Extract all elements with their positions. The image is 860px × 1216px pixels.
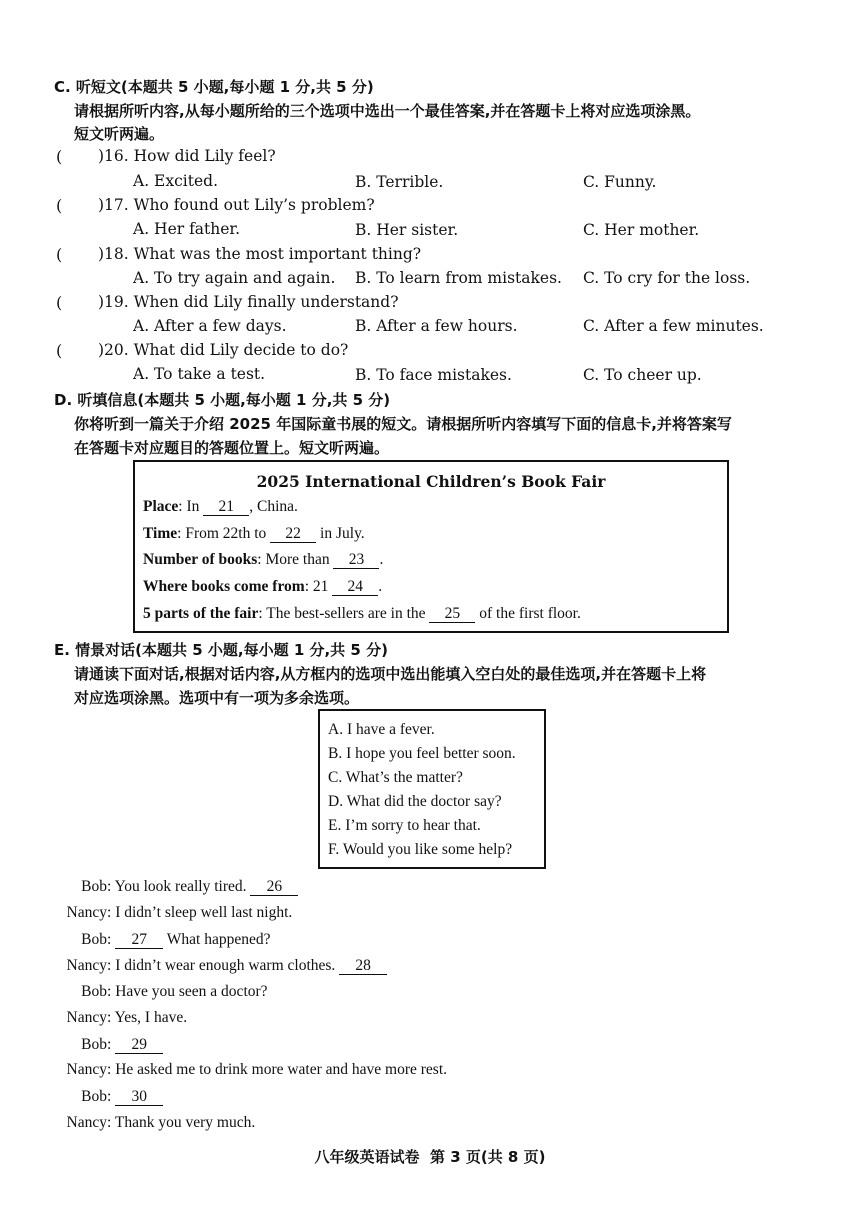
option-c: C. Funny. xyxy=(583,173,657,191)
where-pre: : 21 xyxy=(304,578,329,595)
section-e-instruction-2: 对应选项涂黑。选项中有一项为多余选项。 xyxy=(74,689,360,707)
section-e-instruction: 请通读下面对话,根据对话内容,从方框内的选项中选出能填入空白处的最佳选项,并在答题卡上将 xyxy=(74,665,707,683)
place-pre: : In xyxy=(178,498,200,515)
books-label: Number of books xyxy=(143,551,258,568)
line-text: Have you seen a doctor? xyxy=(115,983,268,1000)
option-a: A. After a few days. xyxy=(133,317,287,335)
option-a: A. To take a test. xyxy=(133,365,266,383)
question-stem: )17. Who found out Lily’s problem? xyxy=(98,196,375,214)
question-stem: )19. When did Lily finally understand? xyxy=(98,293,399,311)
info-row-time xyxy=(143,525,365,543)
blank-27: 27 xyxy=(115,932,163,949)
time-pre: : From 22th to xyxy=(177,525,267,542)
dialogue-line: Bob: 30 xyxy=(57,1088,163,1106)
parts-post: of the first floor. xyxy=(479,605,581,622)
books-post: . xyxy=(379,551,384,568)
line-text: I didn’t sleep well last night. xyxy=(115,904,293,921)
blank-30: 30 xyxy=(115,1089,163,1106)
option-b: B. Terrible. xyxy=(355,173,444,191)
place-label: Place xyxy=(143,498,179,515)
option-b: B. To face mistakes. xyxy=(355,366,512,384)
dialogue-line: Nancy: Yes, I have. xyxy=(57,1009,187,1027)
section-d-instruction: 你将听到一篇关于介绍 2025 年国际童书展的短文。请根据所听内容填写下面的信息卡,并将答案写 xyxy=(74,415,732,433)
option-c: C. Her mother. xyxy=(583,221,700,239)
dialogue-line: Nancy: Thank you very much. xyxy=(57,1114,255,1132)
blank-28: 28 xyxy=(339,958,387,975)
dialogue-line: Nancy: I didn’t wear enough warm clothes. 28 xyxy=(57,957,387,975)
option-b: B. Her sister. xyxy=(355,221,459,239)
option-item: A. I have a fever. xyxy=(328,721,435,738)
answer-paren: ( xyxy=(56,341,63,360)
option-item: C. What’s the matter? xyxy=(328,769,463,786)
info-row-where xyxy=(143,578,382,596)
section-c-title: C. 听短文(本题共 5 小题,每小题 1 分,共 5 分) xyxy=(54,78,374,96)
question-stem: )18. What was the most important thing? xyxy=(98,245,422,263)
line-text: You look really tired. xyxy=(114,878,247,895)
dialogue-line: Bob: 29 xyxy=(57,1036,163,1054)
info-row-place xyxy=(143,498,298,516)
dialogue-line: Bob: 27 What happened? xyxy=(57,931,271,949)
time-post: in July. xyxy=(320,525,365,542)
option-c: C. To cheer up. xyxy=(583,366,702,384)
speaker: Bob xyxy=(81,983,107,1000)
option-b: B. To learn from mistakes. xyxy=(355,269,562,287)
line-text: Thank you very much. xyxy=(114,1114,256,1131)
speaker: Nancy xyxy=(66,957,107,974)
section-c-instruction-2: 短文听两遍。 xyxy=(74,125,165,143)
speaker: Bob xyxy=(81,878,107,895)
section-e-title: E. 情景对话(本题共 5 小题,每小题 1 分,共 5 分) xyxy=(54,641,388,659)
dialogue-line: Bob: You look really tired. 26 xyxy=(57,878,298,896)
question-stem: )20. What did Lily decide to do? xyxy=(98,341,349,359)
option-b: B. After a few hours. xyxy=(355,317,518,335)
books-pre: : More than xyxy=(257,551,330,568)
option-c: C. After a few minutes. xyxy=(583,317,764,335)
speaker: Bob xyxy=(81,1036,107,1053)
info-card-title: 2025 International Children’s Book Fair xyxy=(256,472,606,491)
parts-label: 5 parts of the fair xyxy=(143,605,259,622)
dialogue-line: Nancy: He asked me to drink more water and have more rest. xyxy=(57,1061,447,1079)
blank-22: 22 xyxy=(270,526,316,543)
option-a: A. Excited. xyxy=(133,172,218,190)
info-row-parts xyxy=(143,605,581,623)
line-text: Yes, I have. xyxy=(114,1009,188,1026)
speaker: Bob xyxy=(81,931,107,948)
line-text: He asked me to drink more water and have more rest. xyxy=(115,1061,448,1078)
answer-paren: ( xyxy=(56,147,63,166)
info-card xyxy=(133,460,729,633)
speaker: Nancy xyxy=(66,1009,107,1026)
blank-29: 29 xyxy=(115,1037,163,1054)
dialogue-line: Bob: Have you seen a doctor? xyxy=(57,983,268,1001)
parts-pre: : The best-sellers are in the xyxy=(258,605,426,622)
speaker: Nancy xyxy=(66,1061,107,1078)
speaker: Bob xyxy=(81,1088,107,1105)
blank-26: 26 xyxy=(250,879,298,896)
blank-24: 24 xyxy=(332,579,378,596)
blank-25: 25 xyxy=(429,606,475,623)
section-d-instruction-2: 在答题卡对应题目的答题位置上。短文听两遍。 xyxy=(74,439,390,457)
blank-21: 21 xyxy=(203,499,249,516)
speaker: Nancy xyxy=(66,904,107,921)
options-box xyxy=(318,709,546,869)
answer-paren: ( xyxy=(56,245,63,264)
question-stem: )16. How did Lily feel? xyxy=(98,147,276,165)
line-text: What happened? xyxy=(166,931,271,948)
option-item: D. What did the doctor say? xyxy=(328,793,502,810)
info-row-books xyxy=(143,551,383,569)
section-d-title: D. 听填信息(本题共 5 小题,每小题 1 分,共 5 分) xyxy=(54,391,391,409)
option-c: C. To cry for the loss. xyxy=(583,269,751,287)
option-item: B. I hope you feel better soon. xyxy=(328,745,516,762)
section-c-instruction: 请根据所听内容,从每小题所给的三个选项中选出一个最佳答案,并在答题卡上将对应选项涂黑。 xyxy=(74,102,701,120)
option-item: E. I’m sorry to hear that. xyxy=(328,817,481,834)
option-a: A. Her father. xyxy=(133,220,241,238)
answer-paren: ( xyxy=(56,196,63,215)
option-a: A. To try again and again. xyxy=(133,269,336,287)
dialogue-line: Nancy: I didn’t sleep well last night. xyxy=(57,904,292,922)
where-label: Where books come from xyxy=(143,578,305,595)
page-footer: 八年级英语试卷 第 3 页(共 8 页) xyxy=(314,1148,546,1166)
blank-23: 23 xyxy=(333,552,379,569)
speaker: Nancy xyxy=(66,1114,107,1131)
time-label: Time xyxy=(143,525,178,542)
where-post: . xyxy=(378,578,383,595)
line-text: I didn’t wear enough warm clothes. xyxy=(115,957,336,974)
place-post: , China. xyxy=(249,498,298,515)
answer-paren: ( xyxy=(56,293,63,312)
option-item: F. Would you like some help? xyxy=(328,841,513,858)
